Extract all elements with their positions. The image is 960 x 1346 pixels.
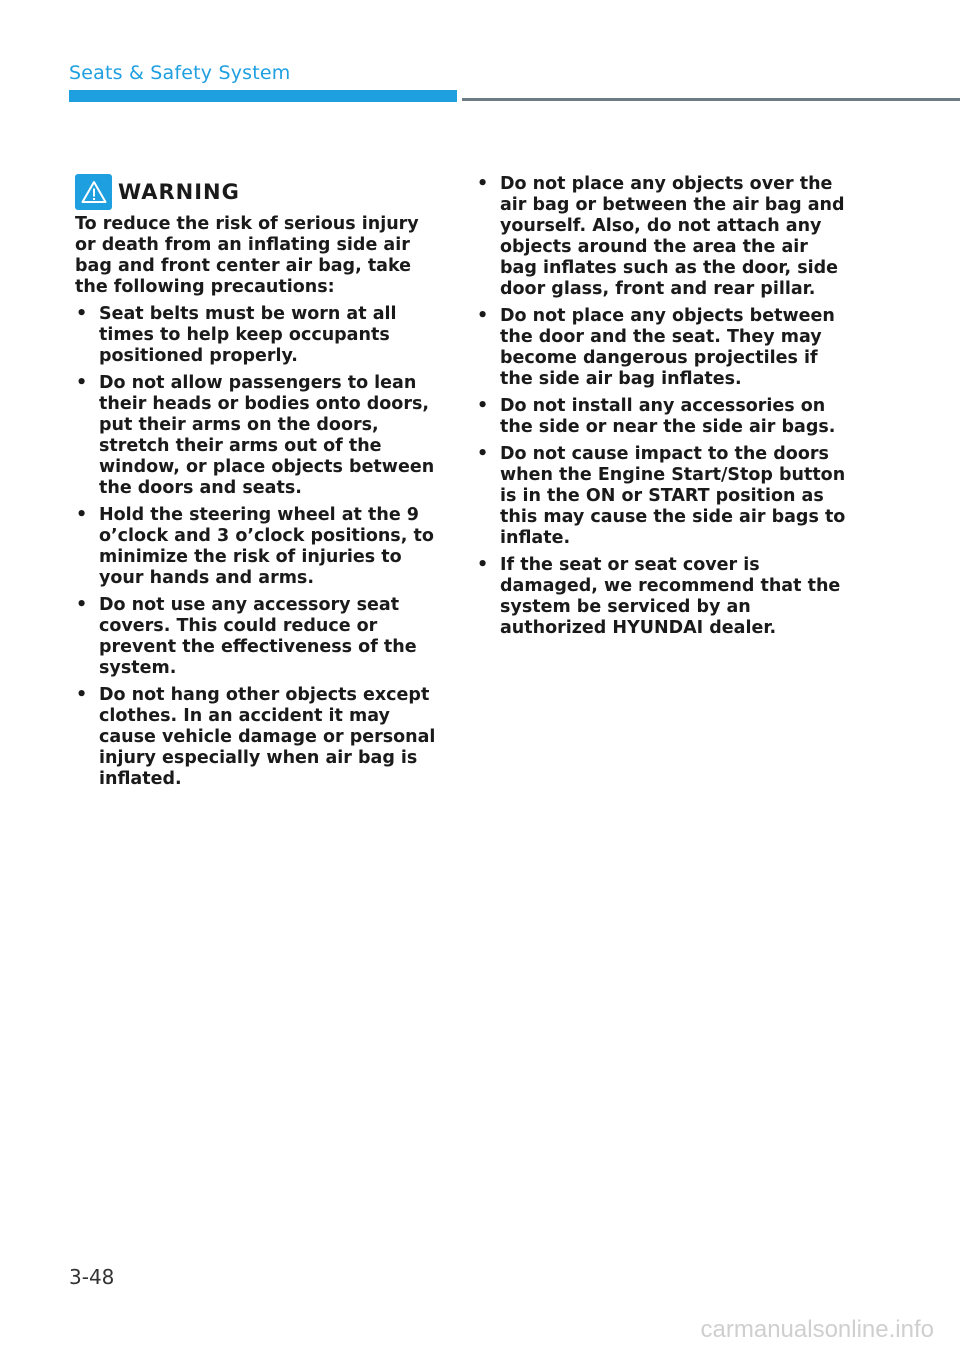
list-item-text: Do not place any objects between the door and the seat. They may become dangerous projectiles if the side air bag inflates. xyxy=(500,306,835,389)
section-title: Seats & Safety System xyxy=(69,62,291,84)
list-item-text: Do not place any objects over the air bag or between the air bag and yourself. Also, do not attach any objects around the area the air bag inflates such as the door, side door glass, front and rear pillar. xyxy=(500,174,845,299)
bullet-mark: • xyxy=(76,595,88,615)
warning-label: WARNING xyxy=(118,179,240,204)
warning-triangle-icon xyxy=(75,174,112,210)
list-item-text: Do not cause impact to the doors when the Engine Start/Stop button is in the ON or START position as this may cause the side air bags to inflate. xyxy=(500,444,846,548)
bullet-mark: • xyxy=(477,174,489,194)
header-rule-accent xyxy=(69,90,457,102)
right-bullet-list xyxy=(476,174,846,639)
bullet-mark: • xyxy=(76,304,88,324)
list-item-text: Hold the steering wheel at the 9 o’clock and 3 o’clock positions, to minimize the risk of injuries to your hands and arms. xyxy=(99,505,434,588)
list-item-text: Do not install any accessories on the side or near the side air bags. xyxy=(500,396,836,437)
header-rule xyxy=(462,98,960,101)
list-item xyxy=(75,304,445,367)
list-item xyxy=(476,444,846,549)
list-item-text: Do not hang other objects except clothes. In an accident it may cause vehicle damage or personal injury especially when air bag is inflated. xyxy=(99,685,436,789)
list-item xyxy=(476,306,846,390)
list-item xyxy=(75,505,445,589)
bullet-mark: • xyxy=(477,444,489,464)
left-column xyxy=(75,174,445,796)
list-item-text: Do not use any accessory seat covers. This could reduce or prevent the effectiveness of the system. xyxy=(99,595,417,678)
list-item-text: Seat belts must be worn at all times to help keep occupants positioned properly. xyxy=(99,304,397,366)
bullet-mark: • xyxy=(76,505,88,525)
list-item-text: Do not allow passengers to lean their heads or bodies onto doors, put their arms on the doors, stretch their arms out of the window, or place objects between the doors and seats. xyxy=(99,373,435,498)
list-item xyxy=(476,174,846,300)
bullet-mark: • xyxy=(477,306,489,326)
bullet-mark: • xyxy=(477,396,489,416)
right-column xyxy=(476,174,846,645)
list-item xyxy=(75,685,445,790)
bullet-mark: • xyxy=(76,685,88,705)
list-item xyxy=(476,555,846,639)
left-bullet-list xyxy=(75,304,445,790)
list-item-text: If the seat or seat cover is damaged, we recommend that the system be serviced by an authorized HYUNDAI dealer. xyxy=(500,555,841,638)
bullet-mark: • xyxy=(477,555,489,575)
list-item xyxy=(476,396,846,438)
bullet-mark: • xyxy=(76,373,88,393)
warning-intro: To reduce the risk of serious injury or death from an inflating side air bag and front center air bag, take the following precautions: xyxy=(75,214,419,297)
watermark: carmanualsonline.info xyxy=(700,1316,934,1343)
warning-heading xyxy=(75,174,445,210)
page-number: 3-48 xyxy=(69,1265,115,1289)
list-item xyxy=(75,595,445,679)
list-item xyxy=(75,373,445,499)
